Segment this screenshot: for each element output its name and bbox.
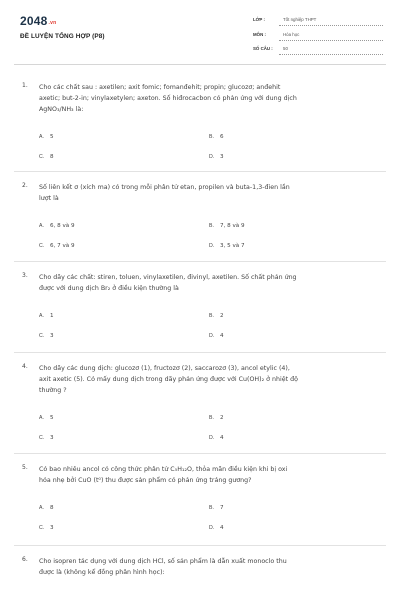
- question-text: [39, 363, 385, 397]
- option-value: 8: [50, 505, 54, 512]
- meta-class-line: [279, 25, 383, 26]
- option-c[interactable]: [39, 333, 54, 339]
- option-value: 3: [50, 333, 54, 340]
- option-value: 8: [50, 154, 54, 161]
- option-a[interactable]: [39, 134, 54, 140]
- meta-count-line: [279, 54, 383, 55]
- header-divider: [14, 64, 386, 65]
- option-c[interactable]: [39, 525, 54, 531]
- question-separator: [14, 171, 386, 172]
- option-letter: C.: [39, 243, 45, 250]
- option-b[interactable]: [209, 415, 224, 421]
- option-letter: C.: [39, 333, 45, 340]
- question-text: [39, 272, 385, 294]
- option-value: 5: [50, 134, 54, 141]
- option-letter: A.: [39, 415, 44, 422]
- option-d[interactable]: [209, 333, 224, 339]
- option-letter: D.: [209, 435, 215, 442]
- question-number: 5.: [22, 464, 28, 471]
- option-d[interactable]: [209, 154, 224, 160]
- option-b[interactable]: [209, 223, 245, 229]
- meta-subject-value: Hóa học: [283, 32, 300, 37]
- option-letter: D.: [209, 154, 215, 161]
- option-value: 3: [50, 435, 54, 442]
- question-line: Có bao nhiêu ancol có công thức phân tử C₅H₁₂O, thỏa mãn điều kiện khi bị oxi: [39, 466, 288, 473]
- option-letter: B.: [209, 313, 214, 320]
- option-b[interactable]: [209, 505, 224, 511]
- meta-subject-line: [279, 40, 383, 41]
- meta-class-label: LỚP :: [253, 17, 265, 22]
- option-letter: B.: [209, 134, 214, 141]
- logo-suffix: .vn: [48, 20, 57, 26]
- option-c[interactable]: [39, 243, 75, 249]
- option-value: 2: [220, 313, 224, 320]
- question-separator: [14, 352, 386, 353]
- question-text: [39, 182, 385, 204]
- question-number: 1.: [22, 82, 28, 89]
- option-letter: B.: [209, 223, 214, 230]
- meta-count-label: SỐ CÂU :: [253, 46, 273, 51]
- option-letter: D.: [209, 525, 215, 532]
- option-value: 4: [220, 525, 224, 532]
- question-text: [39, 556, 385, 578]
- meta-subject: [253, 32, 383, 42]
- option-value: 5: [50, 415, 54, 422]
- option-letter: C.: [39, 435, 45, 442]
- option-letter: A.: [39, 134, 44, 141]
- option-value: 2: [220, 415, 224, 422]
- option-d[interactable]: [209, 525, 224, 531]
- question-number: 6.: [22, 556, 28, 563]
- question-separator: [14, 545, 386, 546]
- question-line: lượt là: [39, 195, 59, 203]
- site-logo[interactable]: [20, 14, 56, 28]
- option-b[interactable]: [209, 313, 224, 319]
- logo-text: 2048: [20, 14, 48, 28]
- option-a[interactable]: [39, 505, 54, 511]
- question-line: Số liên kết σ (xích ma) có trong mỗi phân tử etan, propilen và buta-1,3-đien lần: [39, 184, 290, 191]
- option-letter: C.: [39, 154, 45, 161]
- question-separator: [14, 453, 386, 454]
- option-value: 1: [50, 313, 54, 320]
- option-a[interactable]: [39, 415, 54, 421]
- question-number: 3.: [22, 272, 28, 279]
- option-value: 4: [220, 333, 224, 340]
- option-value: 3: [50, 525, 54, 532]
- meta-count: [253, 46, 383, 56]
- question-line: AgNO₃/NH₃ là:: [39, 106, 84, 114]
- question-line: Cho dãy các chất: stiren, toluen, vinylaxetilen, đivinyl, axetilen. Số chất phản ứng: [39, 274, 297, 281]
- question-line: Cho isopren tác dụng với dung dịch HCl, số sản phẩm là dẫn xuất monoclo thu: [39, 558, 287, 565]
- question-text: [39, 464, 385, 486]
- option-value: 7: [220, 505, 224, 512]
- question-line: hóa nhẹ bởi CuO (t⁰) thu được sản phẩm có phản ứng tráng gương?: [39, 477, 252, 485]
- question-number: 4.: [22, 363, 28, 370]
- question-line: được là (không kể đồng phân hình học):: [39, 569, 165, 577]
- option-d[interactable]: [209, 243, 245, 249]
- question-line: Cho dãy các dung dịch: glucozơ (1), fructozơ (2), saccarozơ (3), ancol etylic (4),: [39, 365, 290, 372]
- option-letter: A.: [39, 313, 44, 320]
- question-text: [39, 82, 385, 116]
- option-letter: B.: [209, 415, 214, 422]
- question-separator: [14, 261, 386, 262]
- option-value: 6: [220, 134, 224, 141]
- option-value: 6, 8 và 9: [50, 223, 75, 230]
- question-line: thường ?: [39, 387, 67, 395]
- option-a[interactable]: [39, 313, 54, 319]
- option-letter: A.: [39, 223, 44, 230]
- question-line: axetic; but-2-in; vinylaxetylen; axeton. Số hiđrocacbon có phản ứng với dung dịch: [39, 95, 297, 103]
- option-c[interactable]: [39, 435, 54, 441]
- meta-subject-label: MÔN :: [253, 32, 266, 37]
- exam-header: [0, 0, 400, 62]
- option-value: 4: [220, 435, 224, 442]
- meta-class: [253, 17, 383, 27]
- meta-count-value: 50: [283, 46, 288, 51]
- meta-class-value: Tốt nghiệp THPT: [283, 17, 317, 22]
- exam-title: ĐỀ LUYỆN TỔNG HỢP (P8): [20, 33, 105, 40]
- option-value: 6, 7 và 9: [50, 243, 75, 250]
- question-number: 2.: [22, 182, 28, 189]
- option-letter: C.: [39, 525, 45, 532]
- option-letter: D.: [209, 243, 215, 250]
- option-d[interactable]: [209, 435, 224, 441]
- option-letter: D.: [209, 333, 215, 340]
- option-value: 3, 5 và 7: [220, 243, 245, 250]
- option-letter: A.: [39, 505, 44, 512]
- option-value: 7, 8 và 9: [220, 223, 245, 230]
- option-c[interactable]: [39, 154, 54, 160]
- option-a[interactable]: [39, 223, 75, 229]
- option-b[interactable]: [209, 134, 224, 140]
- question-line: Cho các chất sau : axetilen; axit fomic; fomanđehit; propin; glucozơ; anđehit: [39, 84, 281, 91]
- option-letter: B.: [209, 505, 214, 512]
- question-line: axit axetic (5). Có mấy dung dịch trong dãy phản ứng được với Cu(OH)₂ ở nhiệt độ: [39, 376, 298, 384]
- option-value: 3: [220, 154, 224, 161]
- question-line: được với dung dịch Br₂ ở điều kiện thường là: [39, 285, 179, 293]
